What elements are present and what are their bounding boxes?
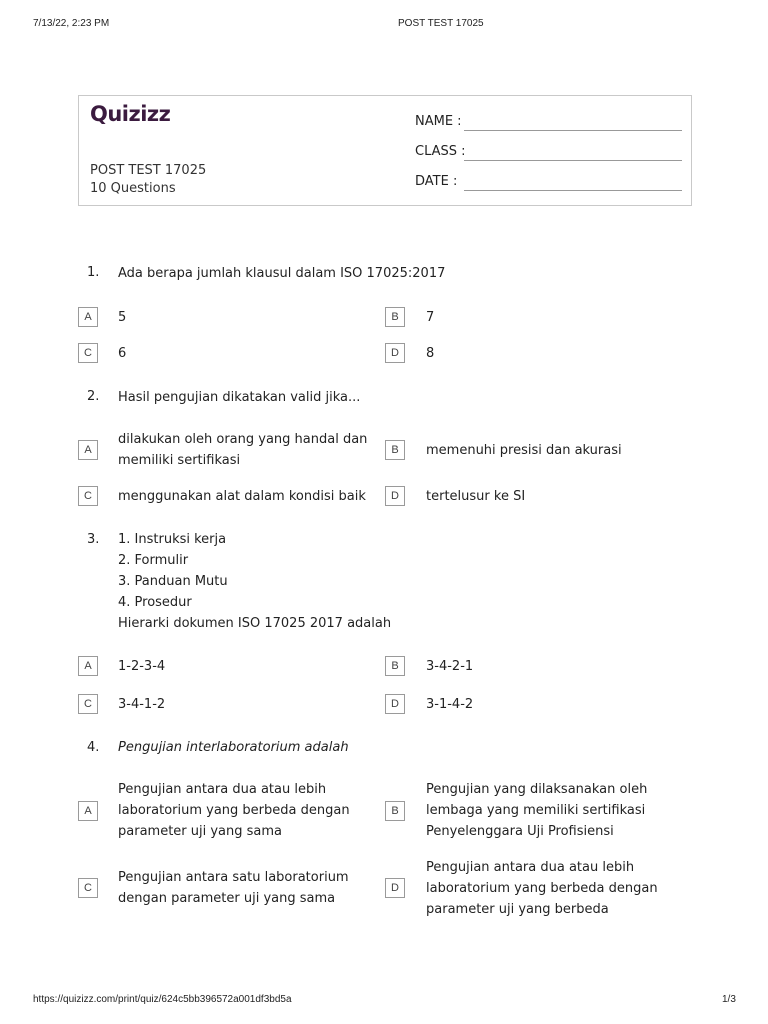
option-text: menggunakan alat dalam kondisi baik [118, 489, 366, 504]
print-url: https://quizizz.com/print/quiz/624c5bb396572a001df3bd5a [33, 994, 292, 1005]
option-letter-box: B [385, 440, 405, 460]
option-text: Pengujian antara satu laboratorium dengan parameter uji yang sama [118, 870, 349, 906]
option-text: dilakukan oleh orang yang handal dan memiliki sertifikasi [118, 432, 368, 468]
option-text: 3-4-1-2 [118, 697, 166, 712]
option-letter-box: D [385, 343, 405, 363]
question-text: Hasil pengujian dikatakan valid jika... [118, 390, 361, 405]
option-text: 7 [426, 310, 435, 325]
option-letter-box: C [78, 486, 98, 506]
option-text: 3-1-4-2 [426, 697, 474, 712]
question-number: 3. [87, 532, 100, 547]
question-count: 10 Questions [90, 181, 176, 196]
class-label: CLASS : [415, 144, 466, 159]
option-text: 1-2-3-4 [118, 659, 166, 674]
option-letter-box: D [385, 878, 405, 898]
quizizz-logo: Quizizz [90, 102, 171, 126]
option-letter-box: C [78, 343, 98, 363]
option-letter-box: C [78, 694, 98, 714]
name-label: NAME : [415, 114, 462, 129]
question-text: 1. Instruksi kerja 2. Formulir 3. Panduan Mutu 4. Prosedur Hierarki dokumen ISO 17025 2017 adalah [118, 532, 392, 631]
option-letter-box: D [385, 694, 405, 714]
question-number: 1. [87, 265, 100, 280]
option-letter-box: C [78, 878, 98, 898]
date-label: DATE : [415, 174, 458, 189]
option-letter-box: A [78, 307, 98, 327]
option-text: Pengujian yang dilaksanakan oleh lembaga yang memiliki sertifikasi Penyelenggara Uji Profisiensi [426, 782, 648, 839]
question-text: Pengujian interlaboratorium adalah [118, 740, 349, 755]
option-letter-box: D [385, 486, 405, 506]
question-number: 2. [87, 389, 100, 404]
option-text: memenuhi presisi dan akurasi [426, 443, 622, 458]
option-text: 6 [118, 346, 127, 361]
print-datetime: 7/13/22, 2:23 PM [33, 18, 110, 29]
date-line [464, 190, 682, 191]
option-letter-box: B [385, 801, 405, 821]
page-number: 1/3 [722, 994, 736, 1005]
question-number: 4. [87, 740, 100, 755]
quiz-header-card [78, 95, 692, 206]
option-letter-box: A [78, 440, 98, 460]
option-text: 8 [426, 346, 435, 361]
option-text: 3-4-2-1 [426, 659, 474, 674]
option-letter-box: A [78, 656, 98, 676]
option-letter-box: B [385, 656, 405, 676]
class-line [464, 160, 682, 161]
question-text: Ada berapa jumlah klausul dalam ISO 17025:2017 [118, 266, 446, 281]
option-text: Pengujian antara dua atau lebih laboratorium yang berbeda dengan parameter uji yang sama [118, 782, 350, 839]
quiz-title: POST TEST 17025 [90, 163, 207, 178]
option-letter-box: A [78, 801, 98, 821]
option-text: Pengujian antara dua atau lebih laboratorium yang berbeda dengan parameter uji yang berbeda [426, 860, 658, 917]
name-line [464, 130, 682, 131]
option-text: tertelusur ke SI [426, 489, 526, 504]
print-title: POST TEST 17025 [398, 18, 484, 29]
option-text: 5 [118, 310, 127, 325]
option-letter-box: B [385, 307, 405, 327]
